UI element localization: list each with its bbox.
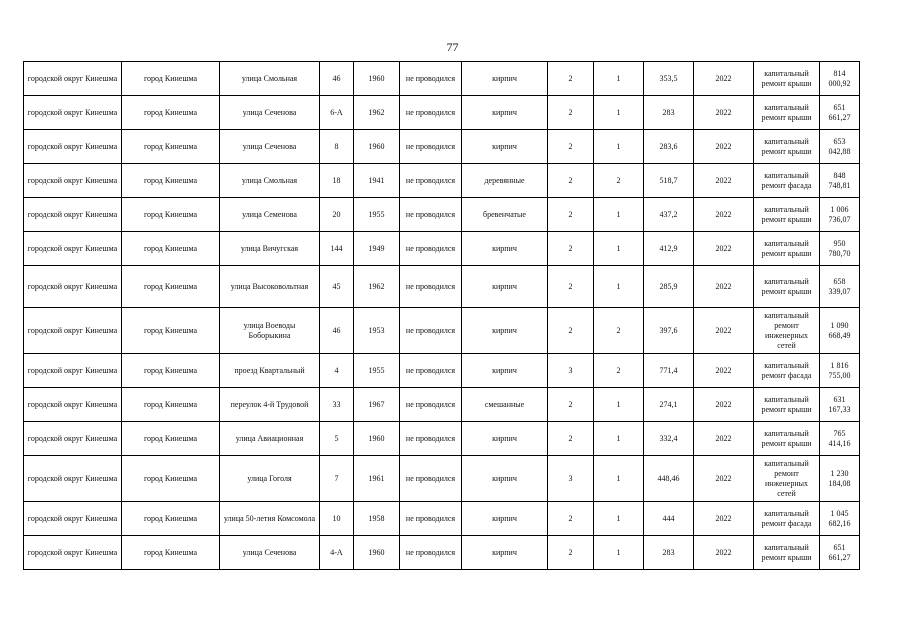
- cell-area: 283,6: [644, 130, 694, 164]
- cell-entrances: 1: [594, 62, 644, 96]
- table-row: [24, 456, 860, 502]
- cell-work: капитальный ремонт инженерных сетей: [754, 456, 820, 502]
- cell-entrances: 1: [594, 456, 644, 502]
- cell-street: улица Авиационная: [220, 422, 320, 456]
- cell-municipality: городской округ Кинешма: [24, 198, 122, 232]
- cell-material: кирпич: [462, 536, 548, 570]
- cell-year: 1955: [354, 198, 400, 232]
- table-row: [24, 388, 860, 422]
- cell-house: 20: [320, 198, 354, 232]
- cell-plan-year: 2022: [694, 354, 754, 388]
- cell-work: капитальный ремонт крыши: [754, 422, 820, 456]
- cell-plan-year: 2022: [694, 96, 754, 130]
- table-row: [24, 422, 860, 456]
- table-row: [24, 536, 860, 570]
- cell-area: 285,9: [644, 266, 694, 308]
- table-row: [24, 232, 860, 266]
- cell-repair: не проводился: [400, 96, 462, 130]
- cell-floors: 2: [548, 96, 594, 130]
- cell-house: 5: [320, 422, 354, 456]
- cell-plan-year: 2022: [694, 388, 754, 422]
- cell-year: 1960: [354, 130, 400, 164]
- cell-work: капитальный ремонт фасада: [754, 354, 820, 388]
- cell-city: город Кинешма: [122, 536, 220, 570]
- cell-street: улица Смольная: [220, 62, 320, 96]
- cell-entrances: 1: [594, 130, 644, 164]
- cell-plan-year: 2022: [694, 502, 754, 536]
- cell-cost: 1 230 184,08: [820, 456, 860, 502]
- cell-floors: 2: [548, 232, 594, 266]
- cell-floors: 2: [548, 308, 594, 354]
- cell-cost: 631 167,33: [820, 388, 860, 422]
- cell-area: 518,7: [644, 164, 694, 198]
- cell-floors: 3: [548, 354, 594, 388]
- cell-year: 1962: [354, 266, 400, 308]
- cell-municipality: городской округ Кинешма: [24, 354, 122, 388]
- cell-floors: 2: [548, 62, 594, 96]
- cell-floors: 2: [548, 502, 594, 536]
- cell-cost: 1 006 736,07: [820, 198, 860, 232]
- cell-plan-year: 2022: [694, 308, 754, 354]
- cell-work: капитальный ремонт крыши: [754, 266, 820, 308]
- cell-work: капитальный ремонт фасада: [754, 164, 820, 198]
- cell-municipality: городской округ Кинешма: [24, 266, 122, 308]
- table-row: [24, 62, 860, 96]
- cell-house: 144: [320, 232, 354, 266]
- cell-repair: не проводился: [400, 502, 462, 536]
- cell-city: город Кинешма: [122, 422, 220, 456]
- cell-city: город Кинешма: [122, 502, 220, 536]
- cell-year: 1949: [354, 232, 400, 266]
- cell-city: город Кинешма: [122, 308, 220, 354]
- table-row: [24, 266, 860, 308]
- cell-cost: 848 748,81: [820, 164, 860, 198]
- cell-street: улица Семенова: [220, 198, 320, 232]
- cell-entrances: 1: [594, 422, 644, 456]
- cell-cost: 651 661,27: [820, 96, 860, 130]
- cell-year: 1961: [354, 456, 400, 502]
- cell-work: капитальный ремонт крыши: [754, 198, 820, 232]
- cell-municipality: городской округ Кинешма: [24, 164, 122, 198]
- table-row: [24, 502, 860, 536]
- cell-material: кирпич: [462, 96, 548, 130]
- cell-city: город Кинешма: [122, 130, 220, 164]
- cell-house: 6-А: [320, 96, 354, 130]
- cell-municipality: городской округ Кинешма: [24, 130, 122, 164]
- cell-municipality: городской округ Кинешма: [24, 502, 122, 536]
- cell-material: кирпич: [462, 354, 548, 388]
- cell-repair: не проводился: [400, 388, 462, 422]
- cell-floors: 2: [548, 266, 594, 308]
- cell-work: капитальный ремонт крыши: [754, 388, 820, 422]
- cell-city: город Кинешма: [122, 232, 220, 266]
- cell-street: улица Гоголя: [220, 456, 320, 502]
- cell-material: кирпич: [462, 62, 548, 96]
- cell-street: улица Сеченова: [220, 96, 320, 130]
- cell-street: улица Высоковольтная: [220, 266, 320, 308]
- cell-floors: 2: [548, 422, 594, 456]
- cell-entrances: 1: [594, 266, 644, 308]
- cell-plan-year: 2022: [694, 198, 754, 232]
- cell-cost: 950 780,70: [820, 232, 860, 266]
- cell-municipality: городской округ Кинешма: [24, 422, 122, 456]
- cell-repair: не проводился: [400, 308, 462, 354]
- cell-work: капитальный ремонт крыши: [754, 96, 820, 130]
- cell-cost: 1 816 755,00: [820, 354, 860, 388]
- cell-repair: не проводился: [400, 164, 462, 198]
- cell-plan-year: 2022: [694, 62, 754, 96]
- cell-street: улица 50-летия Комсомола: [220, 502, 320, 536]
- cell-entrances: 1: [594, 388, 644, 422]
- cell-plan-year: 2022: [694, 164, 754, 198]
- cell-material: кирпич: [462, 130, 548, 164]
- cell-work: капитальный ремонт крыши: [754, 536, 820, 570]
- table-row: [24, 198, 860, 232]
- cell-entrances: 2: [594, 164, 644, 198]
- table-row: [24, 164, 860, 198]
- cell-area: 437,2: [644, 198, 694, 232]
- cell-area: 274,1: [644, 388, 694, 422]
- cell-area: 332,4: [644, 422, 694, 456]
- cell-material: кирпич: [462, 308, 548, 354]
- cell-house: 4: [320, 354, 354, 388]
- cell-city: город Кинешма: [122, 388, 220, 422]
- cell-entrances: 1: [594, 96, 644, 130]
- cell-repair: не проводился: [400, 198, 462, 232]
- cell-house: 46: [320, 62, 354, 96]
- cell-city: город Кинешма: [122, 96, 220, 130]
- cell-work: капитальный ремонт инженерных сетей: [754, 308, 820, 354]
- cell-city: город Кинешма: [122, 198, 220, 232]
- cell-cost: 765 414,16: [820, 422, 860, 456]
- cell-city: город Кинешма: [122, 456, 220, 502]
- table-row: [24, 96, 860, 130]
- cell-area: 771,4: [644, 354, 694, 388]
- cell-year: 1960: [354, 422, 400, 456]
- cell-city: город Кинешма: [122, 266, 220, 308]
- cell-municipality: городской округ Кинешма: [24, 232, 122, 266]
- cell-floors: 2: [548, 164, 594, 198]
- cell-material: смешанные: [462, 388, 548, 422]
- cell-cost: 814 000,92: [820, 62, 860, 96]
- cell-material: бревенчатые: [462, 198, 548, 232]
- cell-area: 353,5: [644, 62, 694, 96]
- cell-plan-year: 2022: [694, 232, 754, 266]
- cell-year: 1953: [354, 308, 400, 354]
- cell-municipality: городской округ Кинешма: [24, 62, 122, 96]
- cell-entrances: 1: [594, 232, 644, 266]
- cell-plan-year: 2022: [694, 536, 754, 570]
- cell-municipality: городской округ Кинешма: [24, 536, 122, 570]
- cell-entrances: 2: [594, 308, 644, 354]
- cell-plan-year: 2022: [694, 266, 754, 308]
- cell-material: кирпич: [462, 232, 548, 266]
- cell-repair: не проводился: [400, 422, 462, 456]
- cell-floors: 2: [548, 536, 594, 570]
- cell-year: 1958: [354, 502, 400, 536]
- cell-municipality: городской округ Кинешма: [24, 308, 122, 354]
- cell-work: капитальный ремонт крыши: [754, 232, 820, 266]
- page-number: 77: [446, 40, 459, 54]
- cell-area: 283: [644, 96, 694, 130]
- cell-year: 1960: [354, 536, 400, 570]
- cell-cost: 653 042,88: [820, 130, 860, 164]
- cell-street: улица Вичугская: [220, 232, 320, 266]
- cell-street: улица Смольная: [220, 164, 320, 198]
- cell-street: улица Воеводы Боборыкина: [220, 308, 320, 354]
- housing-repair-table: [23, 61, 860, 570]
- cell-area: 444: [644, 502, 694, 536]
- table-row: [24, 354, 860, 388]
- table-row: [24, 130, 860, 164]
- cell-street: проезд Квартальный: [220, 354, 320, 388]
- cell-municipality: городской округ Кинешма: [24, 388, 122, 422]
- cell-repair: не проводился: [400, 130, 462, 164]
- table-row: [24, 308, 860, 354]
- cell-year: 1955: [354, 354, 400, 388]
- cell-repair: не проводился: [400, 62, 462, 96]
- cell-floors: 2: [548, 388, 594, 422]
- cell-year: 1941: [354, 164, 400, 198]
- cell-plan-year: 2022: [694, 456, 754, 502]
- cell-house: 4-А: [320, 536, 354, 570]
- cell-material: кирпич: [462, 422, 548, 456]
- cell-repair: не проводился: [400, 536, 462, 570]
- cell-area: 283: [644, 536, 694, 570]
- cell-city: город Кинешма: [122, 62, 220, 96]
- cell-year: 1960: [354, 62, 400, 96]
- cell-plan-year: 2022: [694, 130, 754, 164]
- cell-work: капитальный ремонт фасада: [754, 502, 820, 536]
- cell-house: 7: [320, 456, 354, 502]
- cell-house: 8: [320, 130, 354, 164]
- cell-floors: 2: [548, 130, 594, 164]
- cell-area: 412,9: [644, 232, 694, 266]
- cell-material: кирпич: [462, 502, 548, 536]
- cell-house: 18: [320, 164, 354, 198]
- cell-cost: 658 339,07: [820, 266, 860, 308]
- cell-house: 33: [320, 388, 354, 422]
- cell-city: город Кинешма: [122, 354, 220, 388]
- cell-cost: 1 090 668,49: [820, 308, 860, 354]
- cell-municipality: городской округ Кинешма: [24, 96, 122, 130]
- cell-material: кирпич: [462, 266, 548, 308]
- cell-house: 10: [320, 502, 354, 536]
- cell-street: улица Сеченова: [220, 536, 320, 570]
- cell-entrances: 2: [594, 354, 644, 388]
- cell-repair: не проводился: [400, 354, 462, 388]
- cell-repair: не проводился: [400, 232, 462, 266]
- cell-material: кирпич: [462, 456, 548, 502]
- cell-entrances: 1: [594, 536, 644, 570]
- cell-plan-year: 2022: [694, 422, 754, 456]
- cell-cost: 651 661,27: [820, 536, 860, 570]
- cell-floors: 2: [548, 198, 594, 232]
- cell-house: 45: [320, 266, 354, 308]
- cell-material: деревянные: [462, 164, 548, 198]
- cell-year: 1967: [354, 388, 400, 422]
- cell-city: город Кинешма: [122, 164, 220, 198]
- cell-cost: 1 045 682,16: [820, 502, 860, 536]
- cell-municipality: городской округ Кинешма: [24, 456, 122, 502]
- cell-entrances: 1: [594, 198, 644, 232]
- cell-house: 46: [320, 308, 354, 354]
- cell-street: переулок 4-й Трудовой: [220, 388, 320, 422]
- cell-area: 397,6: [644, 308, 694, 354]
- cell-repair: не проводился: [400, 456, 462, 502]
- cell-floors: 3: [548, 456, 594, 502]
- cell-year: 1962: [354, 96, 400, 130]
- cell-entrances: 1: [594, 502, 644, 536]
- cell-area: 448,46: [644, 456, 694, 502]
- cell-work: капитальный ремонт крыши: [754, 62, 820, 96]
- cell-work: капитальный ремонт крыши: [754, 130, 820, 164]
- cell-street: улица Сеченова: [220, 130, 320, 164]
- cell-repair: не проводился: [400, 266, 462, 308]
